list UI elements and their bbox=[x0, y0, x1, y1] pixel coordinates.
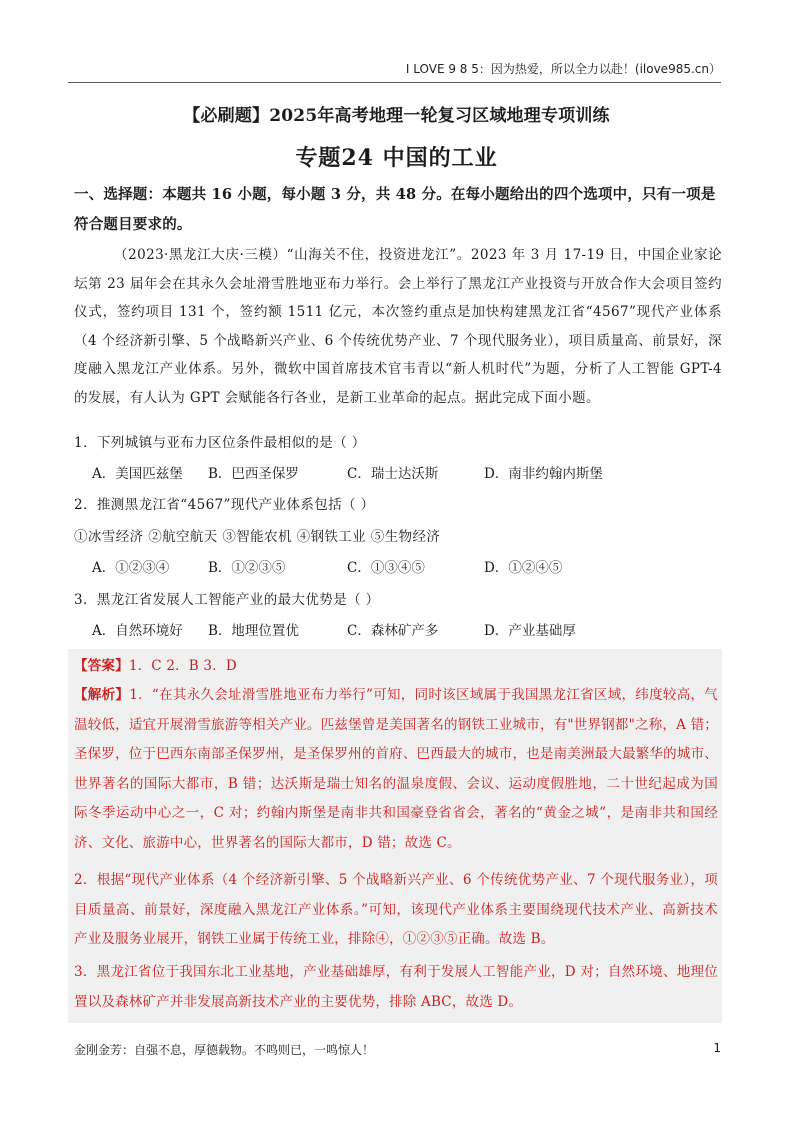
answer-text: 1．C 2．B 3．D bbox=[128, 658, 237, 674]
option-a: A．自然环境好 bbox=[92, 623, 183, 639]
question-1-stem: 1．下列城镇与亚布力区位条件最相似的是（ ） bbox=[74, 435, 366, 451]
page-number: 1 bbox=[713, 1041, 721, 1055]
analysis-part-3: 3．黑龙江省位于我国东北工业基地，产业基础雄厚，有利于发展人工智能产业，D 对；自然环境、地理位置以及森林矿产并非发展高新技术产业的主要优势，排除 ABC，故选 D。 bbox=[74, 964, 718, 1010]
option-c: C．森林矿产多 bbox=[347, 623, 439, 639]
option-b: B．地理位置优 bbox=[208, 623, 299, 639]
topic-title: 专题24 中国的工业 bbox=[295, 145, 498, 171]
analysis-tag: 【解析】 bbox=[74, 687, 130, 703]
option-d: D．产业基础厚 bbox=[484, 623, 576, 639]
answer-line bbox=[74, 652, 718, 682]
question-3-stem: 3．黑龙江省发展人工智能产业的最大优势是（ ） bbox=[74, 592, 380, 608]
option-d: D．①②④⑤ bbox=[484, 560, 563, 576]
option-b: B．①②③⑤ bbox=[208, 560, 286, 576]
option-c: C．①③④⑤ bbox=[347, 560, 425, 576]
option-d: D．南非约翰内斯堡 bbox=[484, 466, 603, 482]
footer-motto: 金刚金芳：自强不息，厚德载物。不鸣则已，一鸣惊人！ bbox=[74, 1043, 375, 1057]
option-a: A．①②③④ bbox=[92, 560, 170, 576]
section-instructions: 一、选择题：本题共 16 小题，每小题 3 分，共 48 分。在每小题给出的四个选项中，只有一项是符合题目要求的。 bbox=[74, 186, 716, 233]
analysis-part-2: 2．根据“现代产业体系（4 个经济新引擎、5 个战略新兴产业、6 个传统优势产业、7 个现代服务业），项目质量高、前景好，深度融入黑龙江产业体系。”可知，该现代产业体系主要围绕现代技术产业、高新技术产业及服务业展开，钢铁工业属于传统工业，排除④，①②③⑤正确。故选 B。 bbox=[74, 872, 718, 947]
header-slogan: I LOVE 9 8 5：因为热爱，所以全力以赴！(ilove985.cn） bbox=[405, 62, 721, 76]
question-2-choice-list: ①冰雪经济 ②航空航天 ③智能农机 ④钢铁工业 ⑤生物经济 bbox=[74, 529, 441, 545]
question-2-stem: 2．推测黑龙江省“4567”现代产业体系包括（ ） bbox=[74, 497, 375, 513]
header-divider bbox=[68, 82, 721, 83]
series-title: 【必刷题】2025年高考地理一轮复习区域地理专项训练 bbox=[183, 106, 610, 126]
reading-passage: （2023·黑龙江大庆·三模）“山海关不住，投资进龙江”。2023 年 3 月 17-19 日，中国企业家论坛第 23 届年会在其永久会址滑雪胜地亚布力举行。会上举行了黑龙江产业投资与开放合作大会项目签约仪式，签约项目 131 个，签约额 1511 亿元，本次签约重点是加快构建黑龙江省“4567”现代产业体系（4 个经济新引擎、5 个战略新兴产业、6 个传统优势产业、7 个现代服务业），项目质量高、前景好，深度融入黑龙江产业体系。另外，微软中国首席技术官韦青以“新人机时代”为题，分析了人工智能 GPT-4 的发展，有人认为 GPT 会赋能各行各业，是新工业革命的起点。据此完成下面小题。 bbox=[74, 247, 722, 406]
analysis-text-1: 1．“在其永久会址滑雪胜地亚布力举行”可知，同时该区域属于我国黑龙江省区域，纬度较高，气温较低，适宜开展滑雪旅游等相关产业。匹兹堡曾是美国著名的钢铁工业城市，有"世界钢都"之称，A 错；圣保罗，位于巴西东南部圣保罗州，是圣保罗州的首府、巴西最大的城市，也是南美洲最大最繁华的城市、世界著名的国际大都市，B 错；达沃斯是瑞士知名的温泉度假、会议、运动度假胜地，二十世纪起成为国际冬季运动中心之一，C 对；约翰内斯堡是南非共和国豪登省省会，著名的“黄金之城”，是南非共和国经济、文化、旅游中心，世界著名的国际大都市，D 错；故选 C。 bbox=[74, 687, 718, 851]
option-b: B．巴西圣保罗 bbox=[208, 466, 299, 482]
option-c: C．瑞士达沃斯 bbox=[347, 466, 439, 482]
analysis-part-1 bbox=[74, 681, 718, 858]
answer-tag: 【答案】 bbox=[74, 658, 129, 674]
option-a: A．美国匹兹堡 bbox=[92, 466, 183, 482]
